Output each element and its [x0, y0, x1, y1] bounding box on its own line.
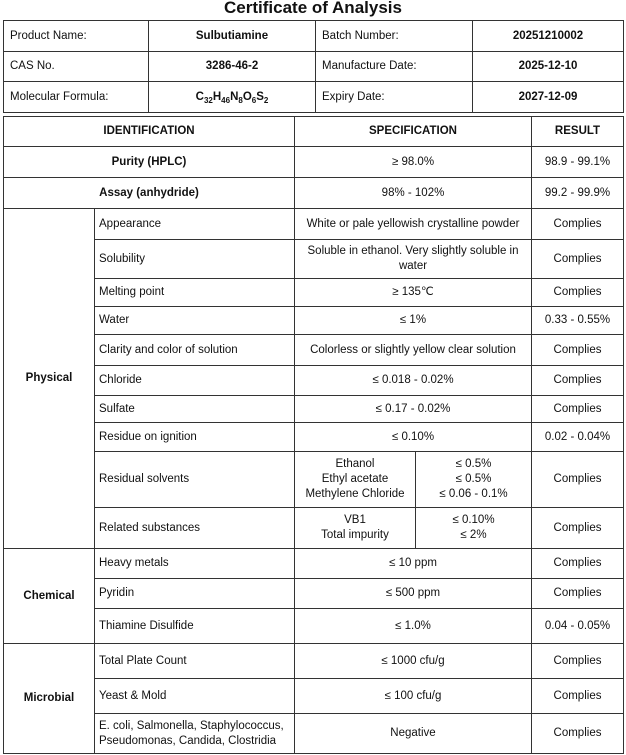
table-row-related-substances: [4, 508, 624, 549]
test-spec: Negative: [295, 714, 532, 754]
table-row: [4, 549, 624, 579]
test-result: Complies: [532, 644, 624, 679]
test-name: Appearance: [95, 209, 295, 240]
table-row: [4, 209, 624, 240]
test-result: 98.9 - 99.1%: [532, 147, 624, 178]
test-name: Residue on ignition: [95, 423, 295, 452]
result-column-header: RESULT: [532, 117, 624, 147]
test-spec: ≤ 500 ppm: [295, 579, 532, 609]
table-row-residual-solvents: [4, 452, 624, 508]
table-row: [4, 147, 624, 178]
table-row: [4, 644, 624, 679]
manufacture-date-label: Manufacture Date:: [316, 51, 473, 82]
cas-value: 3286-46-2: [149, 51, 316, 82]
molecular-formula-label: Molecular Formula:: [4, 82, 149, 113]
table-row: [4, 178, 624, 209]
test-spec: ≥ 135℃: [295, 279, 532, 307]
product-name-label: Product Name:: [4, 21, 149, 52]
solvent-limits: [416, 452, 532, 508]
table-row: [4, 240, 624, 279]
test-result: Complies: [532, 452, 624, 508]
group-label-microbial: Microbial: [4, 644, 95, 754]
analysis-table: [3, 116, 624, 754]
expiry-date-value: 2027-12-09: [473, 82, 624, 113]
test-spec: ≥ 98.0%: [295, 147, 532, 178]
solvent-limit: ≤ 0.5%: [455, 473, 492, 485]
test-result: Complies: [532, 279, 624, 307]
solvent-item: Methylene Chloride: [305, 488, 405, 500]
test-name: Residual solvents: [95, 452, 295, 508]
test-result: Complies: [532, 396, 624, 423]
expiry-date-label: Expiry Date:: [316, 82, 473, 113]
test-spec: White or pale yellowish crystalline powder: [295, 209, 532, 240]
test-result: Complies: [532, 549, 624, 579]
table-row: [4, 423, 624, 452]
solvent-item: Ethyl acetate: [321, 473, 389, 485]
test-result: 99.2 - 99.9%: [532, 178, 624, 209]
test-name: Yeast & Mold: [95, 679, 295, 714]
product-info-row: [4, 21, 624, 52]
test-name: Chloride: [95, 366, 295, 396]
test-name: Total Plate Count: [95, 644, 295, 679]
test-spec: ≤ 0.17 - 0.02%: [295, 396, 532, 423]
substance-limit: ≤ 0.10%: [452, 514, 495, 526]
table-row: [4, 714, 624, 754]
table-row: [4, 366, 624, 396]
molecular-formula-value: $C_{32}H_{46}N_8O_6S_2$: [149, 82, 316, 113]
solvent-item: Ethanol: [335, 458, 375, 470]
test-result: Complies: [532, 335, 624, 366]
test-result: Complies: [532, 679, 624, 714]
substance-list: [295, 508, 416, 549]
product-name-value: Sulbutiamine: [149, 21, 316, 52]
table-row: [4, 396, 624, 423]
test-name: Pyridin: [95, 579, 295, 609]
test-result: Complies: [532, 714, 624, 754]
test-name: Melting point: [95, 279, 295, 307]
manufacture-date-value: 2025-12-10: [473, 51, 624, 82]
test-result: 0.04 - 0.05%: [532, 609, 624, 644]
table-row: [4, 307, 624, 335]
test-spec: ≤ 1000 cfu/g: [295, 644, 532, 679]
test-result: Complies: [532, 508, 624, 549]
group-label-physical: Physical: [4, 209, 95, 549]
test-name: E. coli, Salmonella, Staphylococcus, Pseudomonas, Candida, Clostridia: [95, 714, 295, 754]
substance-item: Total impurity: [321, 529, 389, 541]
product-info-table: [3, 20, 624, 113]
table-row: [4, 609, 624, 644]
batch-number-value: 20251210002: [473, 21, 624, 52]
table-row: [4, 279, 624, 307]
test-name: Related substances: [95, 508, 295, 549]
substance-limit: ≤ 2%: [460, 529, 487, 541]
batch-number-label: Batch Number:: [316, 21, 473, 52]
test-name: Assay (anhydride): [4, 178, 295, 209]
test-name: Water: [95, 307, 295, 335]
test-spec: Soluble in ethanol. Very slightly soluble in water: [295, 240, 532, 279]
column-header-row: [4, 117, 624, 147]
test-name: Purity (HPLC): [4, 147, 295, 178]
cas-label: CAS No.: [4, 51, 149, 82]
test-result: 0.33 - 0.55%: [532, 307, 624, 335]
solvent-limit: ≤ 0.06 - 0.1%: [439, 488, 508, 500]
test-result: Complies: [532, 579, 624, 609]
test-spec: ≤ 0.10%: [295, 423, 532, 452]
test-result: 0.02 - 0.04%: [532, 423, 624, 452]
test-spec: ≤ 1.0%: [295, 609, 532, 644]
solvent-limit: ≤ 0.5%: [455, 458, 492, 470]
test-name: Solubility: [95, 240, 295, 279]
test-result: Complies: [532, 209, 624, 240]
test-name: Thiamine Disulfide: [95, 609, 295, 644]
test-spec: ≤ 100 cfu/g: [295, 679, 532, 714]
document-title: Certificate of Analysis: [224, 0, 402, 17]
solvent-list: [295, 452, 416, 508]
test-spec: Colorless or slightly yellow clear solution: [295, 335, 532, 366]
table-row: [4, 679, 624, 714]
test-result: Complies: [532, 366, 624, 396]
test-spec: 98% - 102%: [295, 178, 532, 209]
product-info-row: [4, 82, 624, 113]
specification-column-header: SPECIFICATION: [295, 117, 532, 147]
table-row: [4, 335, 624, 366]
substance-item: VB1: [344, 514, 366, 526]
test-spec: ≤ 10 ppm: [295, 549, 532, 579]
test-spec: ≤ 1%: [295, 307, 532, 335]
test-result: Complies: [532, 240, 624, 279]
test-spec: ≤ 0.018 - 0.02%: [295, 366, 532, 396]
product-info-row: [4, 51, 624, 82]
test-name: Heavy metals: [95, 549, 295, 579]
test-name: Clarity and color of solution: [95, 335, 295, 366]
group-label-chemical: Chemical: [4, 549, 95, 644]
substance-limits: [416, 508, 532, 549]
identification-column-header: IDENTIFICATION: [4, 117, 295, 147]
table-row: [4, 579, 624, 609]
test-name: Sulfate: [95, 396, 295, 423]
